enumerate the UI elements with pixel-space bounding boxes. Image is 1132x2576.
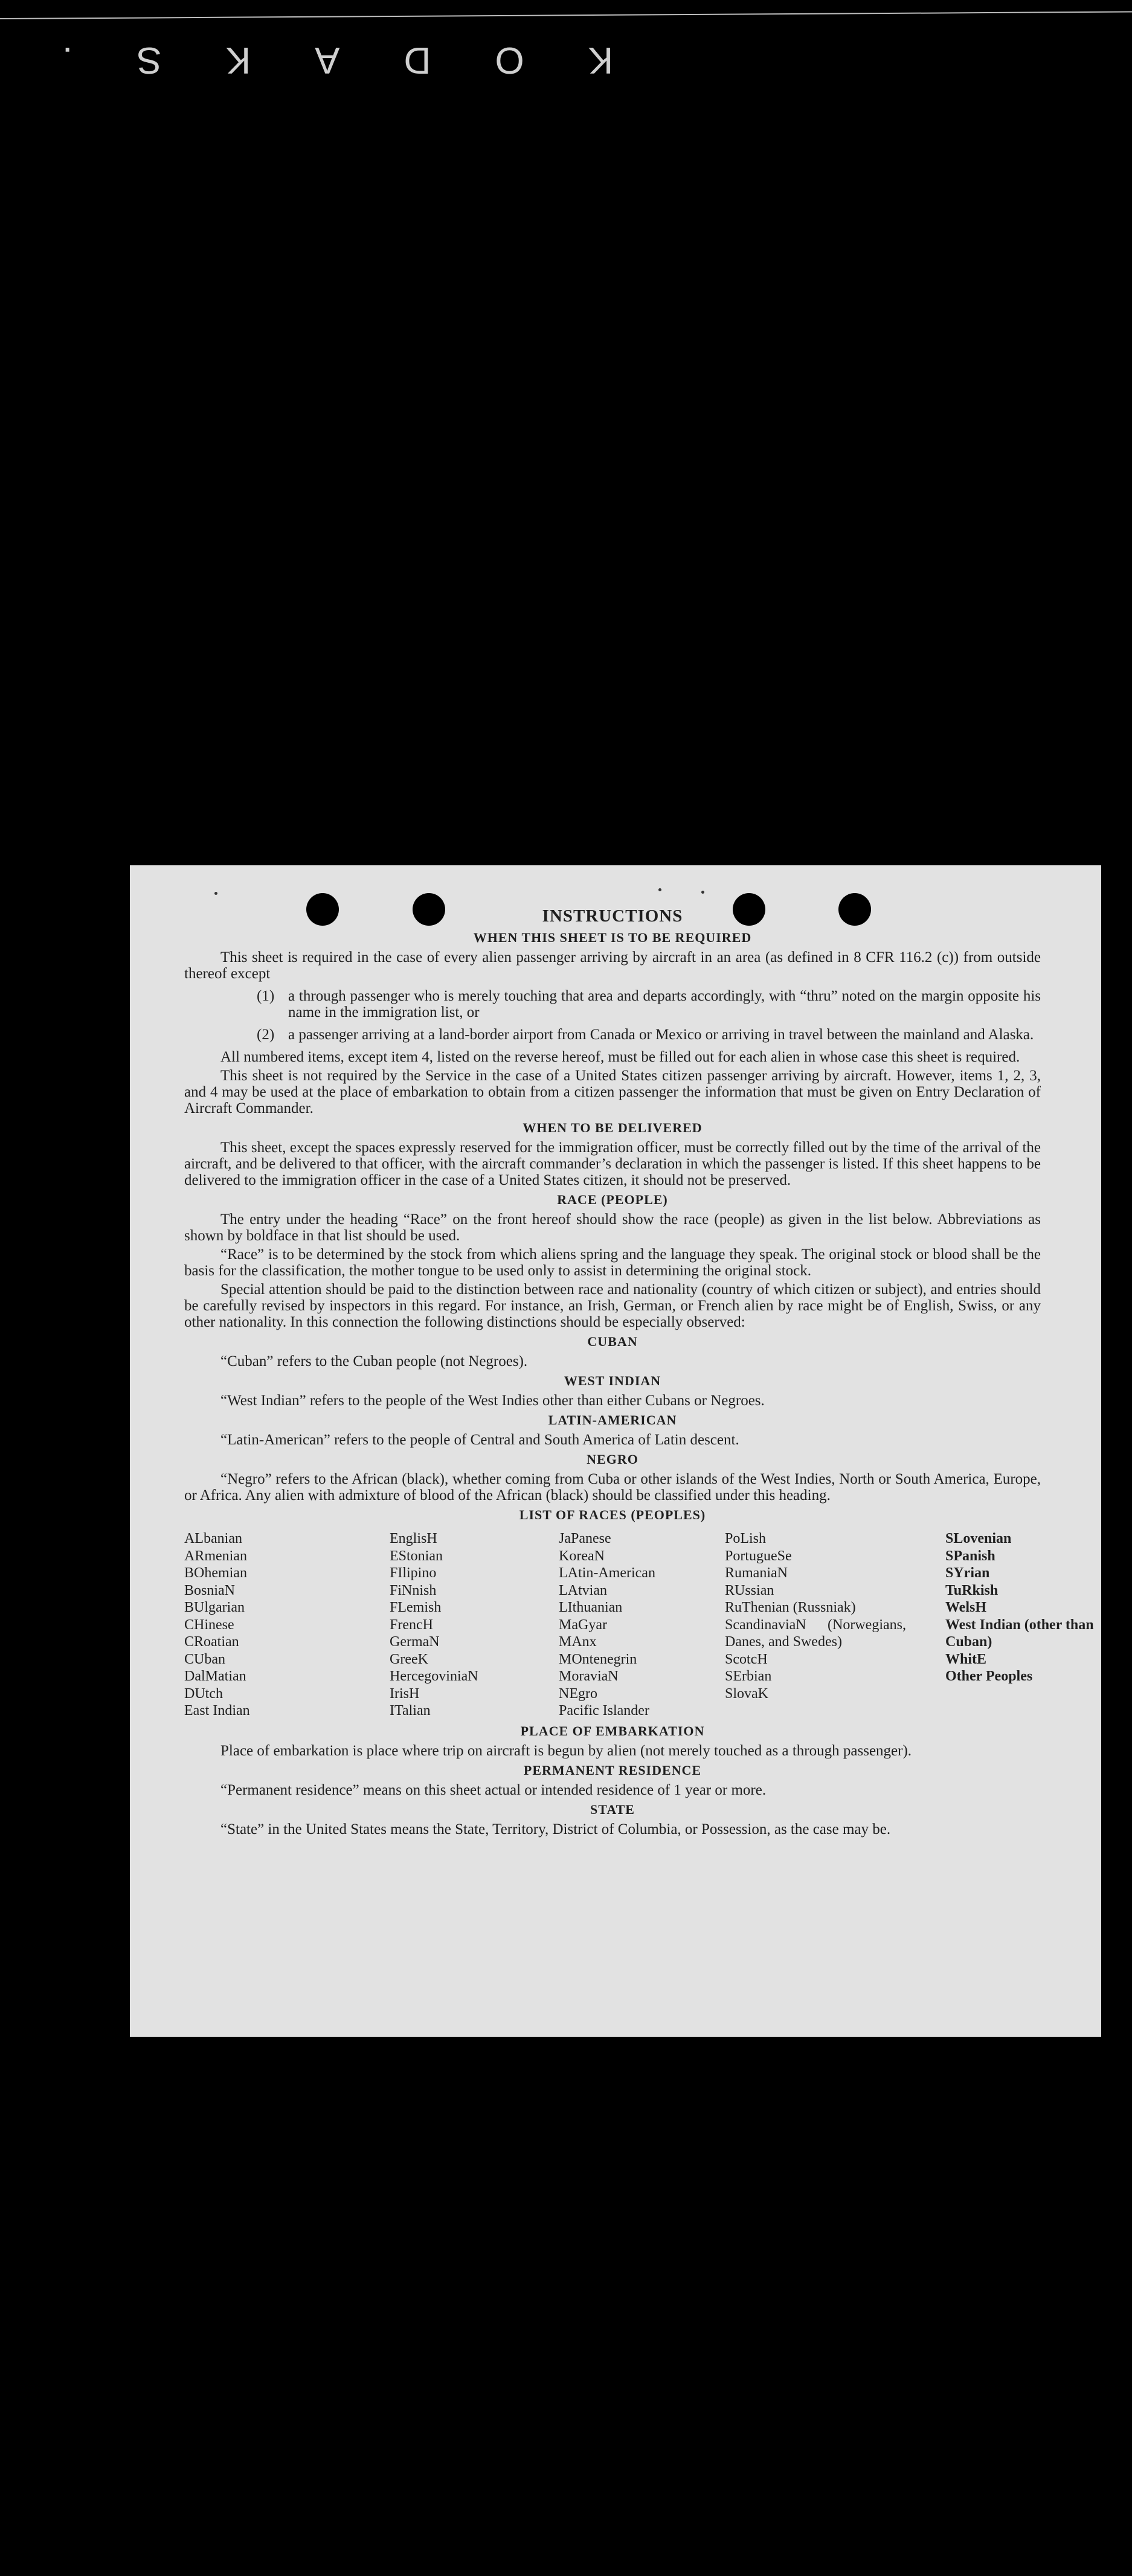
instructions-sheet [130,865,1101,2037]
race-entry: SlovaK [725,1685,768,1702]
section-latin-american [184,1412,1041,1448]
paragraph: The entry under the heading “Race” on the front hereof should show the race (people) as given in the list below. Abbreviations as shown by boldface in that list should be used. [184,1211,1041,1244]
race-entry: NEgro [559,1685,597,1702]
race-entry: TuRkish [945,1582,999,1598]
paragraph: This sheet is not required by the Service in the case of a United States citizen passenger arriving by aircraft. However, items 1, 2, 3, and 4 may be used at the place of embarkation to obtain from a citizen passenger the information that must be given on Entry Declaration of Aircraft Commander. [184,1068,1041,1117]
kodak-letter: . [57,39,73,82]
paper-speck [701,891,704,894]
race-entry: FLemish [390,1600,442,1615]
section-heading: WHEN TO BE DELIVERED [523,1120,703,1135]
film-edge-line [0,11,1132,19]
paragraph: “Race” is to be determined by the stock from which aliens spring and the language they speak. The original stock or blood shall be the basis for the classification, the mother tongue to be used only to assist in determining the original stock. [184,1246,1041,1279]
kodak-letter: K [583,39,613,82]
race-entry: MOntenegrin [559,1651,637,1667]
race-entry: MaGyar [559,1616,607,1633]
item-text: a passenger arriving at a land-border airport from Canada or Mexico or arriving in travel between the mainland and Alaska. [288,1027,1034,1043]
section-negro [184,1452,1041,1504]
paragraph: All numbered items, except item 4, listed on the reverse hereof, must be filled out for each alien in whose case this sheet is required. [220,1049,1020,1065]
section-heading: LATIN-AMERICAN [548,1412,677,1427]
punch-hole [838,893,871,926]
section-permanent-residence [184,1763,1041,1798]
section-heading: LIST OF RACES (PEOPLES) [519,1507,706,1522]
race-entry: SYrian [945,1565,990,1581]
paragraph: This sheet is required in the case of every alien passenger arriving by aircraft in an area (as defined in 8 CFR 116.2 (c)) from outside thereof except [184,949,1041,982]
race-entry: SErbian [725,1668,772,1684]
race-entry: SPanish [945,1548,995,1564]
item-number: (2) [257,1027,275,1043]
section-when-required [184,930,1041,1117]
race-entry: LAtvian [559,1582,607,1598]
races-table [184,1530,1094,1720]
punch-hole [306,893,339,926]
kodak-letter: D [399,39,431,82]
race-entry: RuThenian (Russniak) [725,1600,856,1615]
race-entry: BOhemian [184,1565,247,1581]
race-entry: ARmenian [184,1548,247,1564]
section-heading: RACE (PEOPLE) [557,1192,668,1207]
race-entry: GreeK [390,1651,428,1667]
punch-hole [413,893,445,926]
race-entry: East Indian [184,1703,250,1719]
races-column [559,1530,725,1720]
race-entry: CHinese [184,1616,234,1633]
race-entry: EStonian [390,1548,443,1564]
page-title: INSTRUCTIONS [542,906,683,926]
race-entry: LIthuanian [559,1600,623,1615]
race-entry: BUlgarian [184,1600,245,1615]
item-number: (1) [257,988,275,1004]
paragraph: “Permanent residence” means on this sheet actual or intended residence of 1 year or more. [220,1781,767,1798]
race-entry: FIlipino [390,1565,437,1581]
race-entry: GermaN [390,1634,440,1650]
race-entry: FiNnish [390,1582,437,1598]
race-entry: JaPanese [559,1531,611,1546]
race-entry: DalMatian [184,1668,246,1684]
section-when-delivered [184,1120,1041,1188]
paper-speck [214,892,217,895]
race-entry: MoraviaN [559,1668,619,1684]
paragraph: “State” in the United States means the State, Territory, District of Columbia, or Possession, as the case may be. [220,1821,891,1837]
kodak-letter: S [132,39,162,82]
section-heading: STATE [590,1801,635,1817]
race-entry: DUtch [184,1685,223,1702]
race-entry: WelsH [945,1600,987,1615]
paragraph: Special attention should be paid to the distinction between race and nationality (country of which citizen or subject), and entries should be carefully revised by inspectors in this regard. For instance, an Irish, German, or French alien by race might be of English, Swiss, or any other nationality. In this connection the following distinctions should be especially observed: [184,1281,1041,1330]
race-entry: KoreaN [559,1548,605,1564]
races-column [184,1530,390,1720]
race-entry: EnglisH [390,1531,437,1546]
paragraph: “Latin-American” refers to the people of Central and South America of Latin descent. [220,1432,739,1448]
race-entry: ScotcH [725,1651,768,1667]
race-entry: PortugueSe [725,1548,792,1564]
paragraph: “West Indian” refers to the people of the West Indies other than either Cubans or Negroes. [220,1392,765,1409]
punch-hole [733,893,765,926]
section-list-of-races [184,1507,1094,1720]
section-place-of-embarkation [184,1723,1041,1759]
race-entry: Pacific Islander [559,1703,649,1719]
paper-speck [658,888,661,891]
race-entry: IrisH [390,1685,420,1702]
item-text: a through passenger who is merely touching that area and departs accordingly, with “thru” noted on the margin opposite his name in the immigration list, or [288,988,1041,1020]
paragraph: Place of embarkation is place where trip on aircraft is begun by alien (not merely touched as a through passenger). [220,1742,912,1759]
race-entry: FrencH [390,1616,433,1633]
race-entry: Other Peoples [945,1668,1033,1684]
race-entry: WhitE [945,1651,987,1667]
race-entry: CUban [184,1651,225,1667]
section-state [184,1802,1041,1837]
race-entry: HercegoviniaN [390,1668,478,1684]
race-entry: PoLish [725,1531,767,1546]
race-entry: ITalian [390,1703,431,1719]
race-entry: RUssian [725,1582,774,1598]
races-column [390,1530,559,1720]
kodak-edge-print [57,36,613,85]
section-heading: WHEN THIS SHEET IS TO BE REQUIRED [473,930,752,945]
section-heading: CUBAN [587,1334,638,1349]
race-entry: MAnx [559,1634,597,1650]
race-entry: SLovenian [945,1531,1012,1546]
race-entry: RumaniaN [725,1565,788,1581]
kodak-letter: K [220,39,251,82]
kodak-letter: A [310,39,340,82]
race-entry: West Indian (other than Cuban) [945,1616,1094,1650]
kodak-letter: O [490,39,524,82]
paragraph: “Negro” refers to the African (black), whether coming from Cuba or other islands of the West Indies, North or South America, Europe, or Africa. Any alien with admixture of blood of the African (black) should be classified under this heading. [184,1471,1041,1504]
list-item [257,1027,1041,1043]
list-item [257,988,1041,1020]
race-entry: ALbanian [184,1531,242,1546]
section-heading: WEST INDIAN [564,1373,661,1388]
race-entry: BosniaN [184,1582,235,1598]
section-cuban [184,1334,1041,1370]
paragraph: This sheet, except the spaces expressly reserved for the immigration officer, must be correctly filled out by the time of the arrival of the aircraft, and be delivered to that officer, with the aircraft commander’s declaration in which the passenger is listed. If this sheet happens to be delivered to the immigration officer in the case of a United States citizen, it should not be preserved. [184,1139,1041,1188]
section-heading: PLACE OF EMBARKATION [520,1723,705,1738]
races-column [945,1530,1101,1720]
section-west-indian [184,1373,1041,1409]
race-entry: CRoatian [184,1634,239,1650]
race-entry: LAtin-American [559,1565,655,1581]
races-column [725,1530,945,1720]
section-race [184,1192,1041,1330]
race-entry: ScandinaviaN (Norwegians, Danes, and Swedes) [725,1616,906,1650]
section-heading: NEGRO [587,1452,638,1467]
paragraph: “Cuban” refers to the Cuban people (not Negroes). [220,1353,528,1370]
section-heading: PERMANENT RESIDENCE [523,1762,702,1778]
